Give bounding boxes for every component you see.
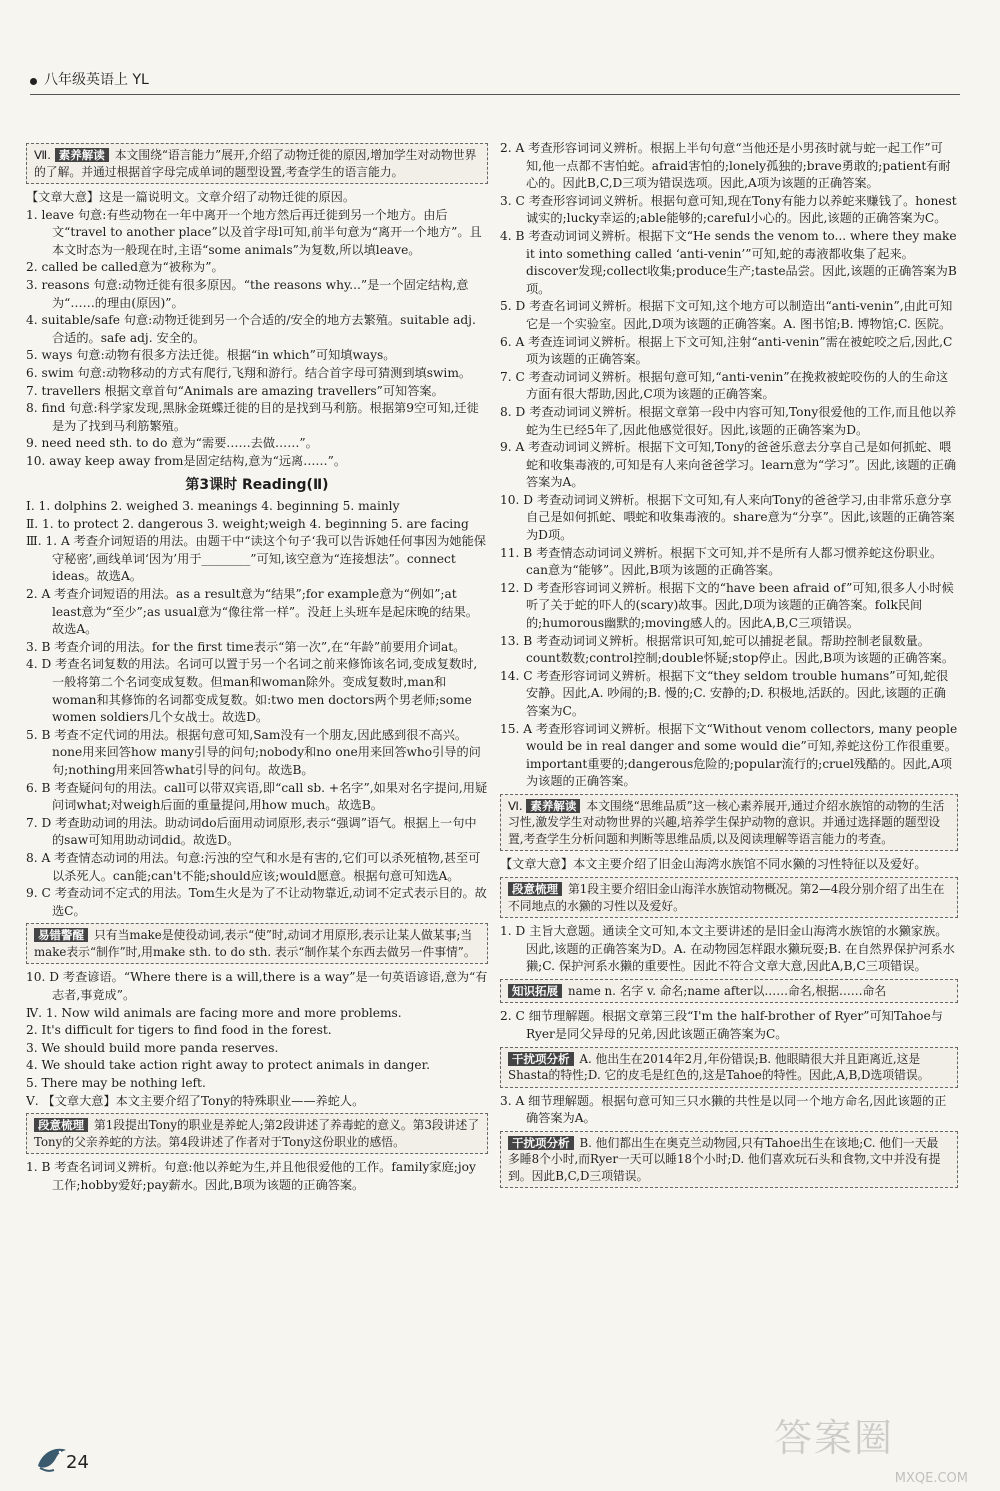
answer-item: 2. A 考查介词短语的用法。as a result意为“结果”;for example意为“例如”;at least意为“至少”;as usual意为“像往常一样”。没赶上头班车是起床晚的结果。故选A。 — [26, 587, 478, 637]
answer-item: 3. C 考查形容词词义辨析。根据句意可知,现在Tony有能力以养蛇来赚钱了。honest诚实的;lucky幸运的;able能够的;careful小心的。因此,该题的正确答案为C。 — [500, 193, 957, 226]
answer-item: Ⅳ. 1. Now wild animals are facing more and more problems. — [26, 1005, 402, 1020]
answer-item: 4. D 考查名词复数的用法。名词可以置于另一个名词之前来修饰该名词,变成复数时,一般将第二个名词变成复数。但man和woman除外。变成复数时,man和woman和其修饰的名词都变成复数。如:two men doctors两个男老师;some women soldiers几个女战士。故选D。 — [26, 657, 478, 725]
answer-item: 5. ways 句意:动物有很多方法迁徙。根据“in which”可知填ways。 — [26, 348, 396, 363]
answer-item: 6. A 考查连词词义辨析。根据上下文可知,注射“anti-venin”需在被蛇咬之后,因此,C项为该题的正确答案。 — [500, 334, 953, 367]
answer-item: 1. B 考查名词词义辨析。句意:他以养蛇为生,并且他很爱他的工作。family家庭;joy工作;hobby爱好;pay薪水。因此,B项为该题的正确答案。 — [26, 1160, 476, 1192]
page-header — [30, 70, 960, 95]
answer-item: 4. suitable/safe 句意:动物迁徙到另一个合适的/安全的地方去繁殖。suitable adj. 合适的。safe adj. 安全的。 — [26, 313, 476, 345]
info-box — [500, 1047, 958, 1088]
answer-item: 6. B 考查疑问句的用法。call可以带双宾语,即“call sb. +名字”,如果对名字提问,用疑问词what;对weigh后面的重量提问,用how much。故选B。 — [26, 780, 488, 813]
section-numeral: Ⅶ. — [34, 148, 55, 162]
answer-item: 2. A 考查形容词词义辨析。根据上半句句意“当他还是小男孩时就与蛇一起工作”可知,他一点都不害怕蛇。afraid害怕的;lonely孤独的;brave勇敢的;patient有耐心的。因此B,C,D三项为错误选项。因此,A项为该题的正确答案。 — [500, 141, 951, 191]
watermark — [774, 1416, 974, 1486]
watermark-text: 答案圈 — [774, 1416, 895, 1460]
answer-item: 12. D 考查形容词词义辨析。根据下文的“have been afraid of”可知,很多人小时候听了关于蛇的吓人的(scary)故事。因此,D项为该题的正确答案。folk民间的;humorous幽默的;moving感人的。因此A,B,C三项错误。 — [500, 580, 954, 631]
answer-item: 8. D 考查动词词义辨析。根据文章第一段中内容可知,Tony很爱他的工作,而且他以养蛇为生已经5年了,因此他感觉很好。因此,该题的正确答案为D。 — [500, 404, 957, 437]
dolphin-logo-icon — [34, 1440, 70, 1476]
section-numeral: Ⅵ. — [508, 798, 527, 813]
answer-item: 5. D 考查名词词义辨析。根据下文可知,这个地方可以制造出“anti-venin”,由此可知它是一个实验室。因此,D项为该题的正确答案。A. 图书馆;B. 博物馆;C. 医院。 — [500, 299, 953, 331]
box-tag: 素养解读 — [55, 148, 109, 162]
info-box — [26, 143, 488, 184]
info-box — [500, 877, 958, 918]
answer-item: 7. C 考查动词词义辨析。根据句意可知,“anti-venin”在挽救被蛇咬伤的人的生命这方面有很大帮助,因此,C项为该题的正确答案。 — [500, 369, 949, 402]
box-tag: 段意梳理 — [508, 882, 562, 896]
box-text: 本文围绕“思维品质”这一核心素养展开,通过介绍水族馆的动物的生活习性,激发学生对动物世界的兴趣,培养学生保护动物的意识。并通过选择题的题型设置,考查学生分析问题和判断等思维品质,以及阅读理解等语言能力的考查。 — [508, 798, 945, 846]
box-tag: 知识拓展 — [508, 984, 562, 998]
answer-item: 10. D 考查动词词义辨析。根据下文可知,有人来向Tony的爸爸学习,由非常乐意分享自己是如何抓蛇、喂蛇和收集毒液的。share意为“分享”。因此,该题的正确答案为D项。 — [500, 492, 955, 543]
watermark-url: MXQE.COM — [894, 1471, 968, 1486]
answer-item: 4. B 考查动词词义辨析。根据下文“He sends the venom to... where they make it into something called ‘anti-venin’”可知,蛇的毒液都收集了起来。discover发现;collect收集;produce生产;taste品尝。因此,该题的正确答案为B项。 — [500, 228, 957, 296]
page-number: 24 — [66, 1452, 89, 1473]
answer-item: 9. A 考查动词词义辨析。根据下文可知,Tony的爸爸乐意去分享自己是如何抓蛇、喂蛇和收集毒液的,可知是有人来向爸爸学习。learn意为“学习”。因此,该题的正确答案为A。 — [500, 440, 957, 490]
summary-paragraph: 【文章大意】这是一篇说明文。文章介绍了动物迁徙的原因。 — [26, 190, 356, 204]
book-title: 八年级英语上 YL — [44, 72, 149, 88]
answer-item: 2. called be called意为“被称为”。 — [26, 260, 224, 275]
answer-item: 1. leave 句意:有些动物在一年中离开一个地方然后再迁徙到另一个地方。由后文“travel to another place”以及首字母l可知,前半句意为“离开一个地方”。且本文时态为一般现在时,主语“some animals”为复数,所以填leave。 — [26, 207, 482, 257]
answer-item: 7. D 考查助动词的用法。助动词do后面用动词原形,表示“强调”语气。根据上一句中的saw可知用助动词did。故选D。 — [26, 815, 477, 848]
box-text: 本文围绕“语言能力”展开,介绍了动物迁徙的原因,增加学生对动物世界的了解。并通过根据首字母完成单词的题型设置,考查学生的语言能力。 — [34, 148, 477, 179]
answer-item: 10. away keep away from是固定结构,意为“远离……”。 — [26, 453, 347, 468]
box-tag: 素养解读 — [526, 799, 580, 813]
answer-item: 1. D 主旨大意题。通读全文可知,本文主要讲述的是旧金山海湾水族馆的水獭家族。因此,该题的正确答案为D。A. 在动物园怎样跟水獭玩耍;B. 在自然界保护河系水獭;C. 保护河系水獭的重要性。因此不符合文章大意,因此A,B,C三项错误。 — [500, 924, 955, 974]
box-tag: 易错警醒 — [34, 928, 88, 942]
box-text: name n. 名字 v. 命名;name after以……命名,根据……命名 — [568, 983, 887, 998]
info-box — [26, 1113, 488, 1154]
answer-item: 2. It's difficult for tigers to find food in the forest. — [26, 1023, 332, 1038]
answer-item: 3. reasons 句意:动物迁徙有很多原因。“the reasons why...”是一个固定结构,意为“……的理由(原因)”。 — [26, 277, 469, 310]
right-column — [500, 140, 958, 1440]
answer-item: 5. B 考查不定代词的用法。根据句意可知,Sam没有一个朋友,因此感到很不高兴。none用来回答how many引导的问句;nobody和no one用来回答who引导的问句;nothing用来回答what引导的问句。故选B。 — [26, 727, 481, 777]
answer-item: Ⅴ. 【文章大意】本文主要介绍了Tony的特殊职业——养蛇人。 — [26, 1093, 365, 1108]
answer-item: Ⅱ. 1. to protect 2. dangerous 3. weight;weigh 4. beginning 5. are facing — [26, 516, 469, 531]
left-column — [26, 140, 488, 1440]
box-tag: 段意梳理 — [34, 1118, 88, 1132]
info-box — [500, 979, 958, 1004]
answer-item: 11. B 考查情态动词词义辨析。根据下文可知,并不是所有人都习惯养蛇这份职业。can意为“能够”。因此,B项为该题的正确答案。 — [500, 545, 943, 578]
info-box — [26, 923, 488, 964]
box-text: A. 他出生在2014年2月,年份错误;B. 他眼睛很大并且距离近,这是Shasta的特性;D. 它的皮毛是红色的,这是Tahoe的特性。因此,A,B,D选项错误。 — [508, 1051, 930, 1083]
section-heading: 第3课时 Reading(Ⅱ) — [185, 476, 329, 493]
answer-item: 6. swim 句意:动物移动的方式有爬行,飞翔和游行。结合首字母可猜测到填swim。 — [26, 365, 472, 380]
bullet-icon — [30, 78, 37, 85]
summary-paragraph: 【文章大意】本文主要介绍了旧金山海湾水族馆不同水獭的习性特征以及爱好。 — [500, 857, 927, 872]
answer-item: 2. C 细节理解题。根据文章第三段“I'm the half-brother of Ryer”可知Tahoe与Ryer是同父异母的兄弟,因此该题正确答案为C。 — [500, 1009, 943, 1041]
answer-item: 3. A 细节理解题。根据句意可知三只水獭的共性是以同一个地方命名,因此该题的正确答案为A。 — [500, 1093, 947, 1126]
box-text: 第1段提出Tony的职业是养蛇人;第2段讲述了养毒蛇的意义。第3段讲述了Tony的父亲养蛇的方法。第4段讲述了作者对于Tony这份职业的感悟。 — [34, 1118, 480, 1149]
box-tag: 干扰项分析 — [508, 1052, 574, 1066]
answer-item: 9. C 考查动词不定式的用法。Tom生火是为了不让动物靠近,动词不定式表示目的。故选C。 — [26, 886, 487, 918]
answer-item: 14. C 考查形容词词义辨析。根据下文“they seldom trouble humans”可知,蛇很安静。因此,A. 吵闹的;B. 慢的;C. 安静的;D. 积极地,活跃的。因此,该题的正确答案为C。 — [500, 668, 949, 718]
answer-item: 8. find 句意:科学家发现,黑脉金斑蝶迁徙的目的是找到马利筋。根据第9空可知,迁徙是为了找到马利筋繁殖。 — [26, 401, 479, 433]
answer-item: 8. A 考查情态动词的用法。句意:污浊的空气和水是有害的,它们可以杀死植物,甚至可以杀死人。can能;can't不能;should应该;would愿意。根据句意可知选A。 — [26, 850, 481, 883]
answer-item: 15. A 考查形容词词义辨析。根据下文“Without venom collectors, many people would be in real danger and some would die”可知,养蛇这份工作很重要。important重要的;dangerous危险的;popular流行的;cruel残酷的。因此,A项为该题的正确答案。 — [500, 721, 958, 789]
answer-item: 7. travellers 根据文章首句“Animals are amazing travellers”可知答案。 — [26, 383, 444, 398]
info-box — [500, 794, 958, 852]
answer-item: 3. We should build more panda reserves. — [26, 1040, 279, 1055]
answer-item: Ⅰ. 1. dolphins 2. weighed 3. meanings 4. beginning 5. mainly — [26, 499, 400, 514]
box-text: 只有当make是使役动词,表示“使”时,动词才用原形,表示让某人做某事;当make表示“制作”时,用make sth. to do sth. 表示“制作某个东西去做另一件事情”。 — [34, 928, 476, 959]
answer-item: Ⅲ. 1. A 考查介词短语的用法。由题干中“读这个句子‘我可以告诉她任何事因为她能保守秘密’,画线单词‘因为’用于________”可知,该空意为“连接想法”。connect ideas。故选A。 — [26, 534, 486, 584]
info-box — [500, 1131, 958, 1189]
answer-item: 3. B 考查介词的用法。for the first time表示“第一次”,在“年龄”前要用介词at。 — [26, 639, 466, 654]
page-footer — [34, 1440, 94, 1484]
answer-item: 5. There may be nothing left. — [26, 1075, 206, 1090]
answer-item: 13. B 考查动词词义辨析。根据常识可知,蛇可以捕捉老鼠。帮助控制老鼠数量。count数数;control控制;double怀疑;stop停止。因此,B项为该题的正确答案。 — [500, 633, 955, 666]
answer-item: 4. We should take action right away to protect animals in danger. — [26, 1058, 430, 1073]
box-text: 第1段主要介绍旧金山海洋水族馆动物概况。第2—4段分别介绍了出生在不同地点的水獭的习性以及爱好。 — [508, 882, 945, 913]
answer-item: 10. D 考查谚语。“Where there is a will,there is a way”是一句英语谚语,意为“有志者,事竟成”。 — [26, 970, 488, 1002]
box-text: B. 他们都出生在奥克兰动物园,只有Tahoe出生在该地;C. 他们一天最多睡8个小时,而Ryer一天可以睡18个小时;D. 他们喜欢玩石头和食物,文中并没有提到。因此B,C,D三项错误。 — [508, 1135, 941, 1183]
box-tag: 干扰项分析 — [508, 1136, 574, 1150]
answer-item: 9. need need sth. to do 意为“需要……去做……”。 — [26, 436, 318, 451]
